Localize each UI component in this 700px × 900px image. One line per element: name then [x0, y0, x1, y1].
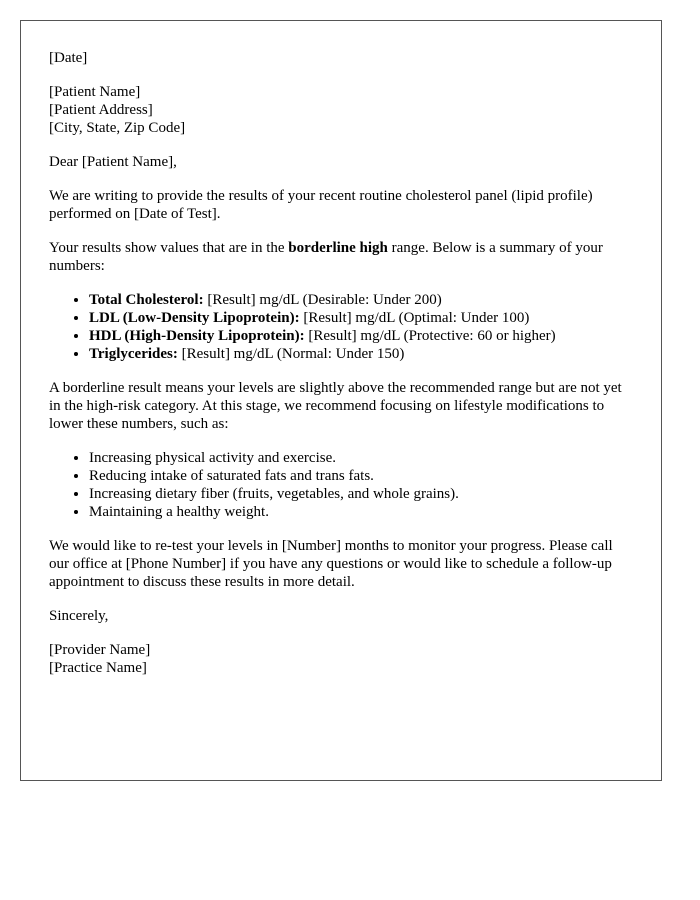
signature-block	[49, 641, 633, 677]
provider-name: [Provider Name]	[49, 642, 151, 658]
result-label: Triglycerides:	[89, 346, 178, 362]
result-value: [Result] mg/dL (Desirable: Under 200)	[203, 292, 442, 308]
result-item-hdl	[89, 327, 633, 345]
intro-paragraph: We are writing to provide the results of your recent routine cholesterol panel (lipid profile) performed on [Date of Test].	[49, 188, 593, 222]
salutation: Dear [Patient Name],	[49, 154, 177, 170]
recommendation-item: • Increasing dietary fiber (fruits, vegetables, and whole grains).	[89, 485, 633, 503]
patient-address: [Patient Address]	[49, 102, 153, 118]
results-list	[49, 291, 633, 363]
result-item-ldl	[89, 309, 633, 327]
letter-page	[20, 20, 662, 781]
recommendation-item: • Increasing physical activity and exercise.	[89, 449, 633, 467]
result-label: Total Cholesterol:	[89, 292, 204, 308]
result-label: HDL (High-Density Lipoprotein):	[89, 328, 305, 344]
summary-text-before: Your results show values that are in the	[49, 240, 289, 256]
summary-emphasis: borderline high	[288, 240, 388, 256]
closing: Sincerely,	[49, 608, 109, 624]
result-label: LDL (Low-Density Lipoprotein):	[89, 310, 300, 326]
result-value: [Result] mg/dL (Normal: Under 150)	[177, 346, 405, 362]
followup-paragraph: We would like to re-test your levels in [Number] months to monitor your progress. Please call our office at [Phone Number] if you have any questions or would like to schedule a follow-up appointment to discuss these results in more detail.	[49, 538, 613, 590]
letter-date	[49, 49, 633, 67]
date-text: [Date]	[49, 50, 88, 66]
result-value: [Result] mg/dL (Optimal: Under 100)	[299, 310, 530, 326]
patient-name: [Patient Name]	[49, 84, 141, 100]
practice-name: [Practice Name]	[49, 660, 147, 676]
recipient-address-block	[49, 83, 633, 137]
explanation-paragraph: A borderline result means your levels are slightly above the recommended range but are not yet in the high-risk category. At this stage, we recommend focusing on lifestyle modifications to lower these numbers, such as:	[49, 380, 622, 432]
recommendation-item: • Maintaining a healthy weight.	[89, 503, 633, 521]
recommendations-list	[49, 449, 633, 521]
result-value: [Result] mg/dL (Protective: 60 or higher)	[304, 328, 556, 344]
result-item-total-cholesterol	[89, 291, 633, 309]
summary-paragraph	[49, 239, 633, 275]
result-item-triglycerides	[89, 345, 633, 363]
recommendation-item: • Reducing intake of saturated fats and trans fats.	[89, 467, 633, 485]
summary-text-after: range. Below is a summary of your numbers:	[49, 240, 603, 274]
patient-city-state-zip: [City, State, Zip Code]	[49, 120, 186, 136]
